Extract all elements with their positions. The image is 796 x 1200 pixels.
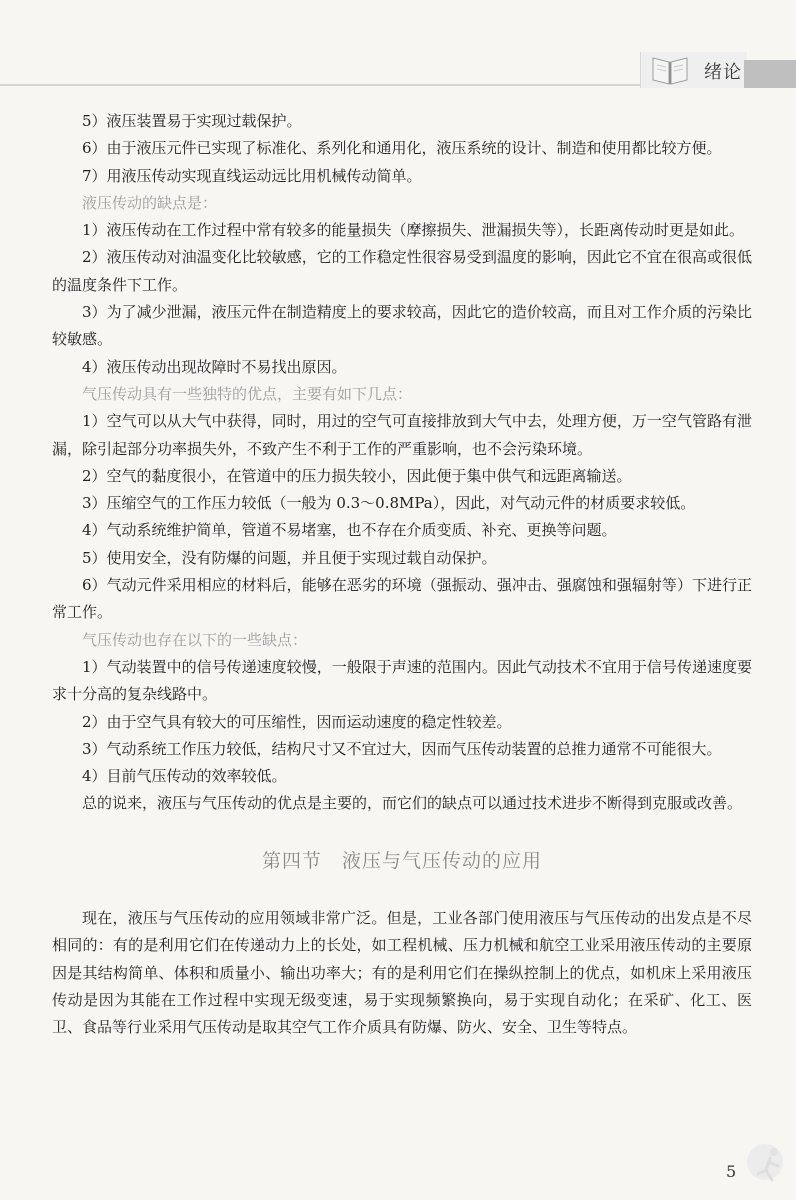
paragraph-list-top: [52, 108, 752, 818]
header-chapter-title: 绪论: [704, 62, 742, 83]
body-paragraph: 3）气动系统工作压力较低，结构尺寸又不宜过大，因而气压传动装置的总推力通常不可能很大。: [82, 739, 722, 758]
lead-paragraph: 液压传动的缺点是：: [82, 193, 218, 212]
body-paragraph: 总的说来，液压与气压传动的优点是主要的，而它们的缺点可以通过技术进步不断得到克服或改善。: [82, 794, 743, 813]
header-accent-bar: [744, 60, 796, 88]
body-paragraph: 2）由于空气具有较大的可压缩性，因而运动速度的稳定性较差。: [82, 712, 512, 731]
body-paragraph: 6）气动元件采用相应的材料后，能够在恶劣的环境（强振动、强冲击、强腐蚀和强辐射等）下进行正常工作。: [52, 576, 752, 622]
body-paragraph: 5）使用安全，没有防爆的问题，并且便于实现过载自动保护。: [82, 548, 497, 567]
body-paragraph: 2）液压传动对油温变化比较敏感，它的工作稳定性很容易受到温度的影响，因此它不宜在很高或很低的温度条件下工作。: [52, 248, 752, 294]
body-paragraph: 1）空气可以从大气中获得，同时，用过的空气可直接排放到大气中去，处理方便，万一空气管路有泄漏，除引起部分功率损失外，不致产生不利于工作的严重影响，也不会污染环境。: [52, 412, 752, 458]
body-paragraph: 1）气动装置中的信号传递速度较慢，一般限于声速的范围内。因此气动技术不宜用于信号传递速度要求十分高的复杂线路中。: [52, 657, 752, 704]
body-paragraph: 4）目前气压传动的效率较低。: [82, 767, 287, 786]
page-number: 5: [726, 1162, 737, 1181]
section-title: 第四节 液压与气压传动的应用: [261, 849, 542, 872]
page-header: [0, 0, 796, 100]
body-paragraph: 2）空气的黏度很小，在管道中的压力损失较小，因此便于集中供气和远距离输送。: [82, 466, 632, 485]
body-paragraph: 3）为了减少泄漏，液压元件在制造精度上的要求较高，因此它的造价较高，而且对工作介质的污染比较敏感。: [52, 303, 752, 349]
body-paragraph: 5）液压装置易于实现过载保护。: [82, 112, 302, 130]
lead-paragraph: 气压传动也存在以下的一些缺点：: [82, 630, 308, 649]
body-paragraph: 4）液压传动出现故障时不易找出原因。: [82, 357, 347, 376]
body-paragraph: 1）液压传动在工作过程中常有较多的能量损失（摩擦损失、泄漏损失等），长距离传动时更是如此。: [82, 221, 745, 240]
paragraph-list-bottom: [52, 905, 752, 1041]
body-paragraph: 4）气动系统维护简单，管道不易堵塞，也不存在介质变质、补充、更换等问题。: [82, 521, 617, 540]
decorative-figure-icon: [740, 1140, 790, 1195]
lead-paragraph: 气压传动具有一些独特的优点，主要有如下几点：: [82, 384, 413, 403]
body-paragraph: 7）用液压传动实现直线运动远比用机械传动简单。: [82, 166, 422, 185]
page-content: [52, 108, 752, 1042]
body-paragraph: 6）由于液压元件已实现了标准化、系列化和通用化，液压系统的设计、制造和使用都比较方便。: [82, 139, 722, 158]
open-book-icon: [650, 52, 690, 86]
body-paragraph: 3）压缩空气的工作压力较低（一般为 0.3～0.8MPa），因此，对气动元件的材质要求较低。: [82, 494, 696, 513]
body-paragraph: 现在，液压与气压传动的应用领域非常广泛。但是，工业各部门使用液压与气压传动的出发点是不尽相同的：有的是利用它们在传递动力上的长处，如工程机械、压力机械和航空工业采用液压传动的主要原因是其结构简单、体积和质量小、输出功率大；有的是利用它们在操纵控制上的优点，如机床上采用液压传动是因为其能在工作过程中实现无级变速，易于实现频繁换向，易于实现自动化；在采矿、化工、医卫、食品等行业采用气压传动是取其空气工作介质具有防爆、防火、安全、卫生等特点。: [52, 909, 752, 1037]
